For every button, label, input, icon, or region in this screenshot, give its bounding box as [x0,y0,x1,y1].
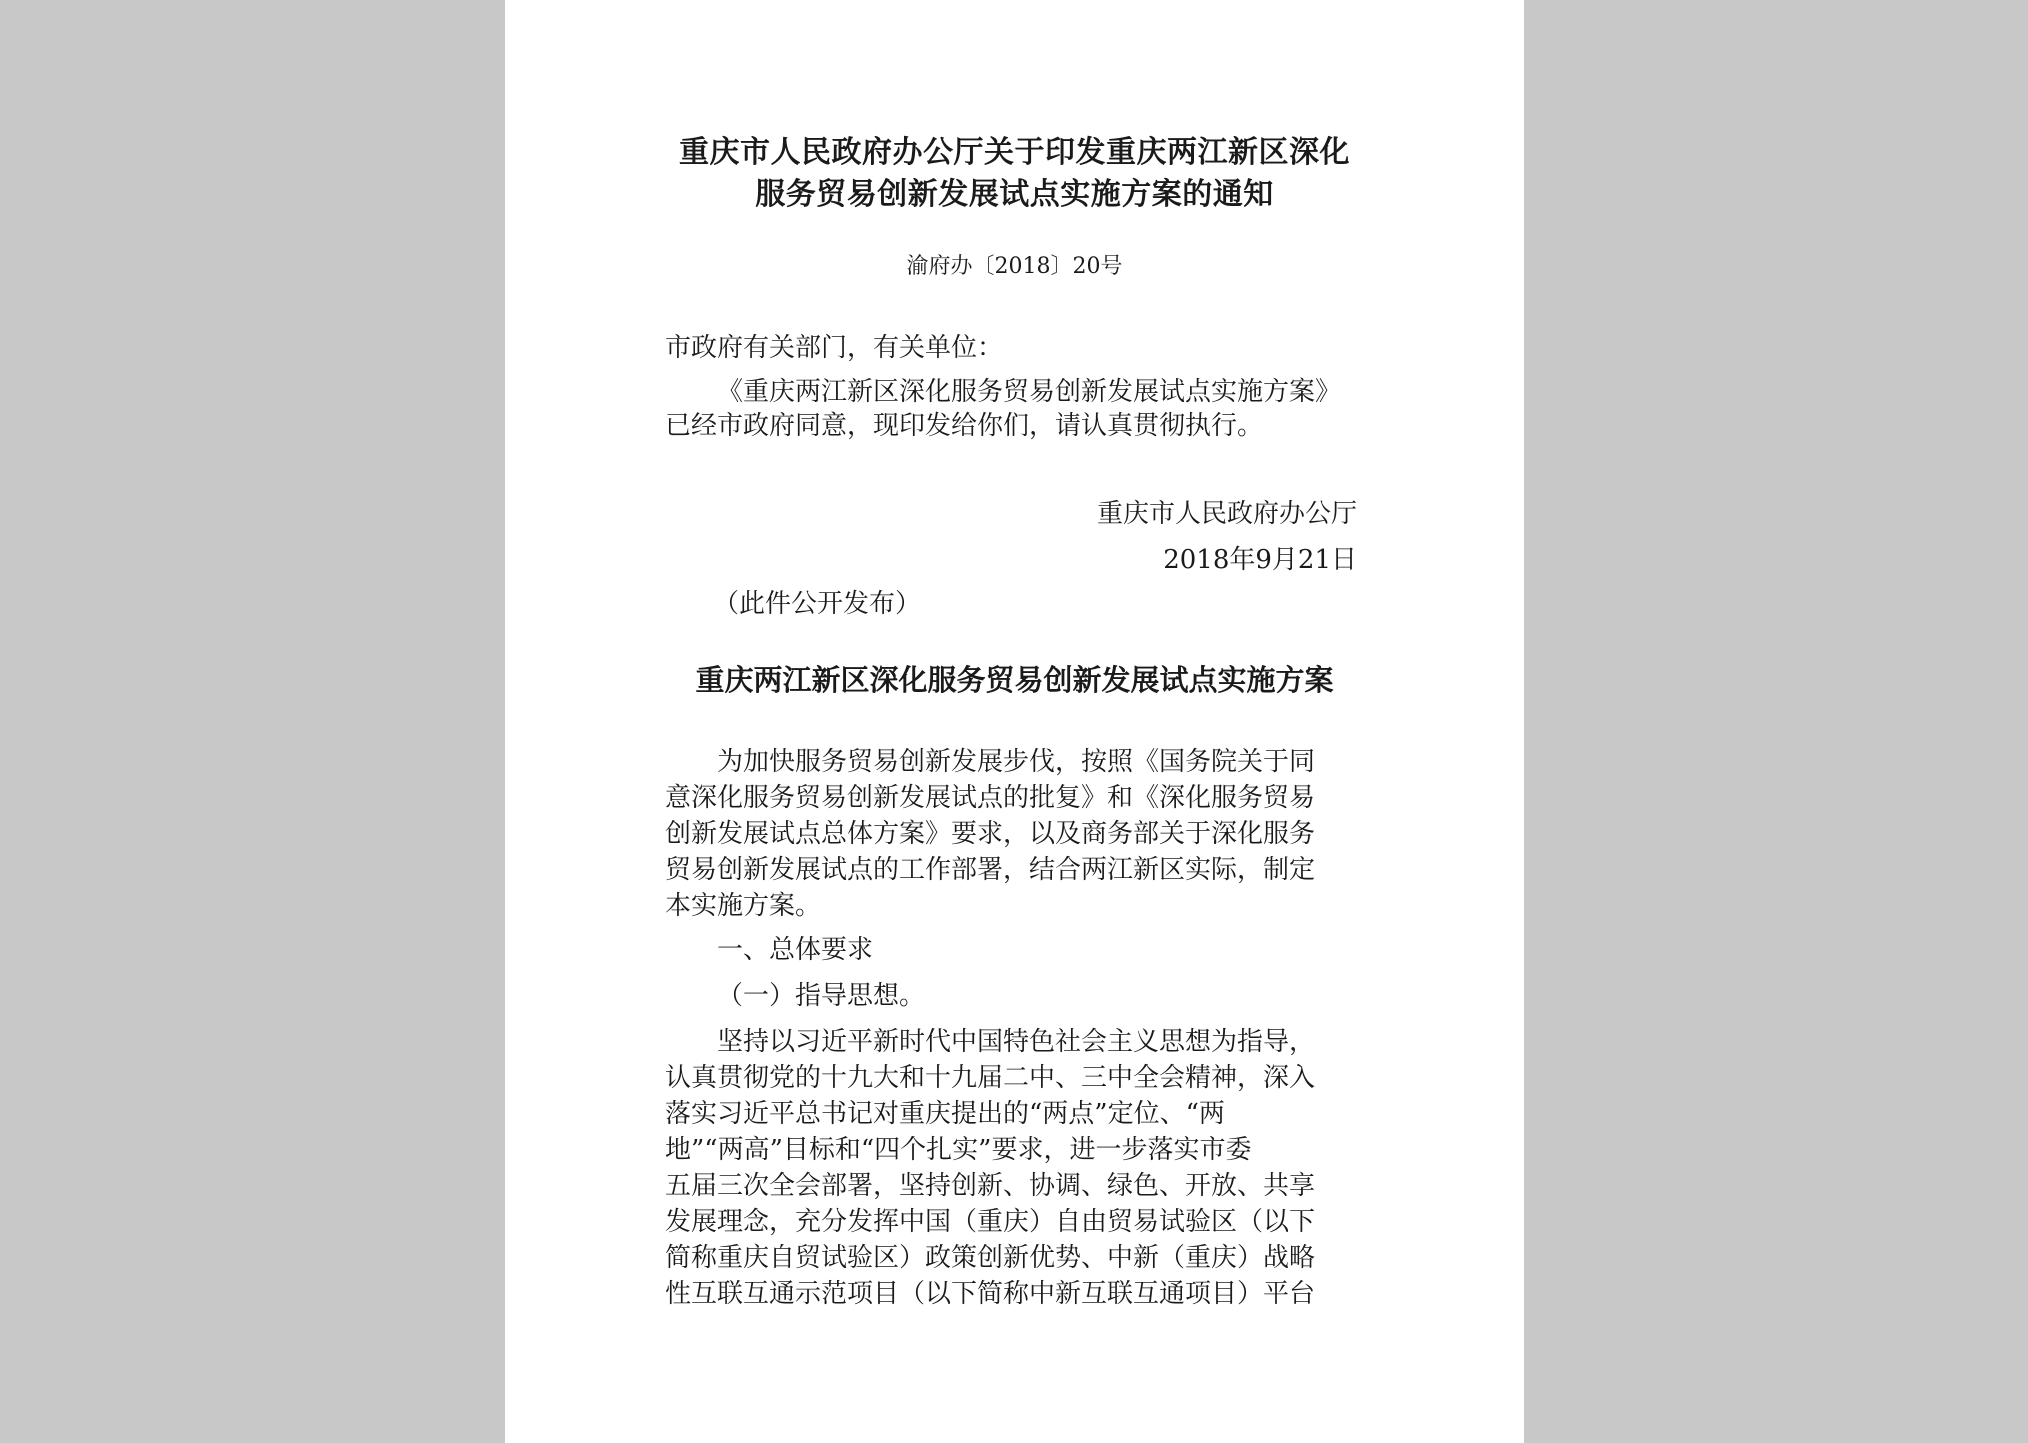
guiding-line: 简称重庆自贸试验区）政策创新优势、中新（重庆）战略 [665,1243,1316,1273]
document-page [505,0,1524,1443]
guiding-line: 五届三次全会部署，坚持创新、协调、绿色、开放、共享 [665,1171,1316,1201]
intro-line: 贸易创新发展试点的工作部署，结合两江新区实际，制定 [665,855,1316,885]
guiding-line: 坚持以习近平新时代中国特色社会主义思想为指导， [717,1027,1316,1057]
guiding-line: 认真贯彻党的十九大和十九届二中、三中全会精神，深入 [665,1063,1316,1093]
subsection-heading: （一）指导思想。 [717,981,926,1011]
guiding-line: 地”“两高”目标和“四个扎实”要求，进一步落实市委 [665,1135,1252,1165]
intro-line: 为加快服务贸易创新发展步伐，按照《国务院关于同 [717,747,1316,777]
section-heading: 一、总体要求 [717,935,874,965]
plan-title: 重庆两江新区深化服务贸易创新发展试点实施方案 [695,663,1334,697]
notice-title-line-2: 服务贸易创新发展试点实施方案的通知 [755,177,1274,212]
notice-title-line-1: 重庆市人民政府办公厅关于印发重庆两江新区深化 [679,135,1350,170]
issuer: 重庆市人民政府办公厅 [1096,499,1357,529]
guiding-line: 发展理念，充分发挥中国（重庆）自由贸易试验区（以下 [665,1207,1316,1237]
public-release-note: （此件公开发布） [713,589,922,619]
intro-line: 本实施方案。 [665,891,822,921]
salutation: 市政府有关部门，有关单位： [665,333,1004,363]
intro-line: 创新发展试点总体方案》要求，以及商务部关于深化服务 [665,819,1316,849]
issue-date: 2018年9月21日 [1163,545,1357,575]
document-number: 渝府办〔2018〕20号 [906,254,1123,279]
guiding-line: 落实习近平总书记对重庆提出的“两点”定位、“两 [665,1099,1225,1129]
guiding-line: 性互联互通示范项目（以下简称中新互联互通项目）平台 [665,1279,1316,1309]
intro-line: 意深化服务贸易创新发展试点的批复》和《深化服务贸易 [665,783,1316,813]
notice-body-line-1: 《重庆两江新区深化服务贸易创新发展试点实施方案》 [717,377,1342,407]
notice-body-line-2: 已经市政府同意，现印发给你们，请认真贯彻执行。 [665,411,1264,441]
